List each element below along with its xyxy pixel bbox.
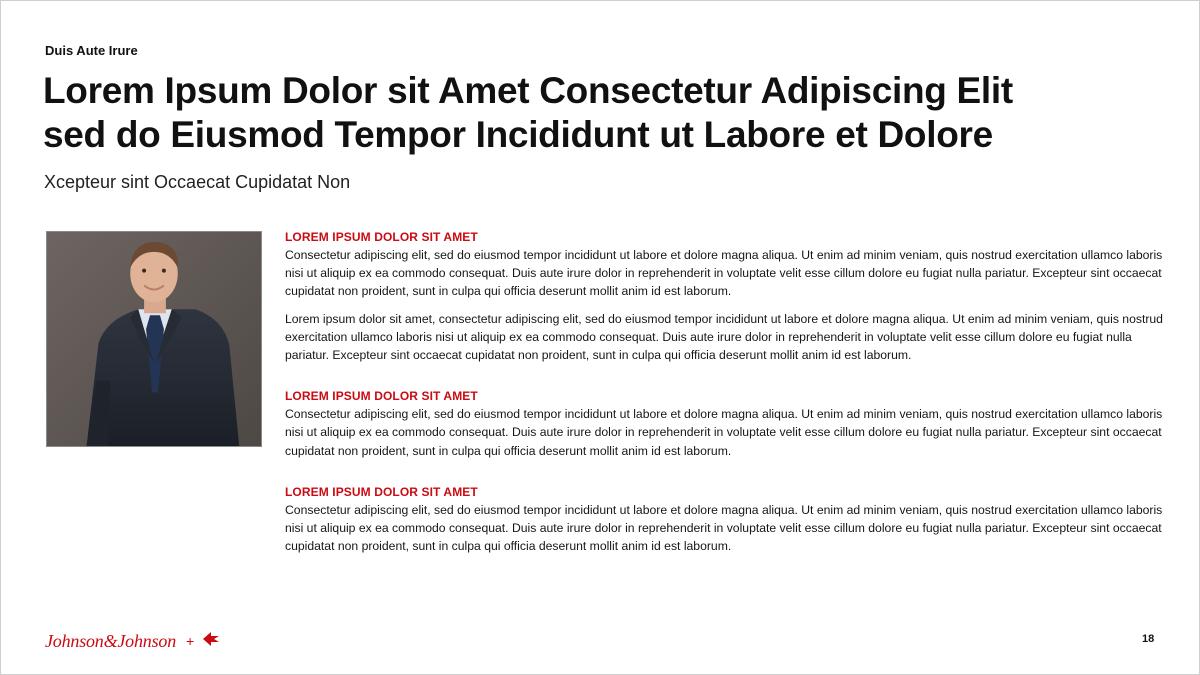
section-heading: LOREM IPSUM DOLOR SIT AMET xyxy=(285,484,478,499)
content-section xyxy=(285,229,1165,364)
plus-sign: + xyxy=(186,633,195,649)
section-heading: LOREM IPSUM DOLOR SIT AMET xyxy=(285,230,478,244)
content-section xyxy=(285,388,1165,460)
section-heading: LOREM IPSUM DOLOR SIT AMET xyxy=(285,389,478,404)
brand-logo: Johnson&Johnson xyxy=(45,630,176,651)
content-column xyxy=(285,229,1165,579)
section-paragraph: Consectetur adipiscing elit, sed do eiusmod tempor incididunt ut labore et dolore magna aliqua. Ut enim ad minim veniam, quis nostrud exercitation ullamco laboris nisi ut aliquip ex ea commodo consequat. Duis aute irure dolor in reprehenderit in voluptate velit esse cillum dolore eu fugiat nulla pariatur. Excepteur sint occaecat cupidatat non proident, sunt in culpa qui officia deserunt mollit anim id est laborum. xyxy=(285,407,1163,458)
footer-brand xyxy=(45,627,220,655)
section-paragraph: Consectetur adipiscing elit, sed do eiusmod tempor incididunt ut labore et dolore magna aliqua. Ut enim ad minim veniam, quis nostrud exercitation ullamco laboris nisi ut aliquip ex ea commodo consequat. Duis aute irure dolor in reprehenderit in voluptate velit esse cillum dolore eu fugiat nulla pariatur. Excepteur sint occaecat cupidatat non proident, sunt in culpa qui officia deserunt mollit anim id est laborum. xyxy=(285,502,1163,554)
content-section xyxy=(285,484,1165,556)
portrait-photo xyxy=(46,231,262,447)
page-title xyxy=(43,69,1163,157)
page-subtitle: Xcepteur sint Occaecat Cupidatat Non xyxy=(44,172,351,192)
title-line-1: Lorem Ipsum Dolor sit Amet Consectetur Adipiscing Elit xyxy=(43,70,1013,111)
red-arrow-icon xyxy=(202,631,220,652)
page-number: 18 xyxy=(1142,633,1155,645)
portrait-illustration xyxy=(47,232,261,446)
eyebrow-label: Duis Aute Irure xyxy=(45,43,138,58)
section-paragraph: Consectetur adipiscing elit, sed do eiusmod tempor incididunt ut labore et dolore magna aliqua. Ut enim ad minim veniam, quis nostrud exercitation ullamco laboris nisi ut aliquip ex ea commodo consequat. Duis aute irure dolor in reprehenderit in voluptate velit esse cillum dolore eu fugiat nulla pariatur. Excepteur sint occaecat cupidatat non proident, sunt in culpa qui officia deserunt mollit anim id est laborum. xyxy=(285,248,1163,299)
title-line-2: sed do Eiusmod Tempor Incididunt ut Labore et Dolore xyxy=(43,114,993,155)
section-paragraph: Lorem ipsum dolor sit amet, consectetur adipiscing elit, sed do eiusmod tempor incididunt ut labore et dolore magna aliqua. Ut enim ad minim veniam, quis nostrud exercitation ullamco laboris nisi ut aliquip ex ea commodo consequat. Duis aute irure dolor in reprehenderit in voluptate velit esse cillum dolore eu fugiat nulla pariatur. Excepteur sint occaecat cupidatat non proident, sunt in culpa qui officia deserunt mollit anim id est laborum. xyxy=(285,311,1163,363)
